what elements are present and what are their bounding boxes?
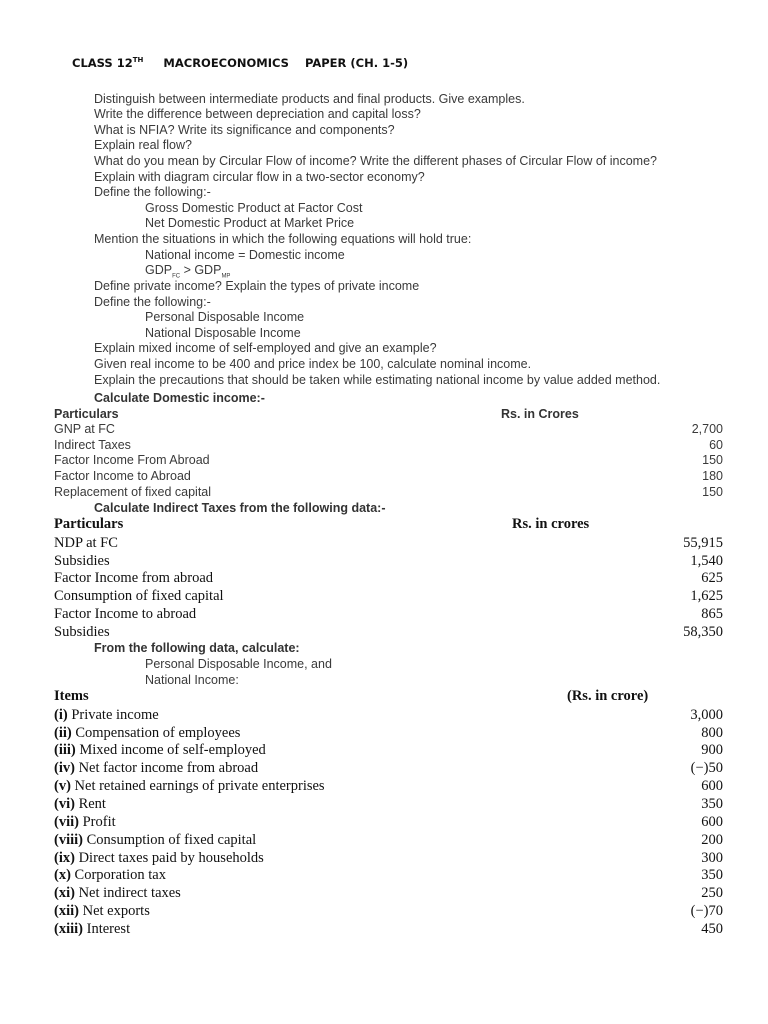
class-superscript: TH [132, 56, 144, 65]
subscript-mp: MP [221, 273, 231, 280]
document-title [72, 56, 408, 70]
paper-label: PAPER (CH. 1-5) [304, 56, 409, 70]
subscript-fc: FC [172, 273, 181, 280]
subject-label: MACROECONOMICS [163, 56, 289, 70]
class-label: CLASS 12 [72, 56, 133, 70]
